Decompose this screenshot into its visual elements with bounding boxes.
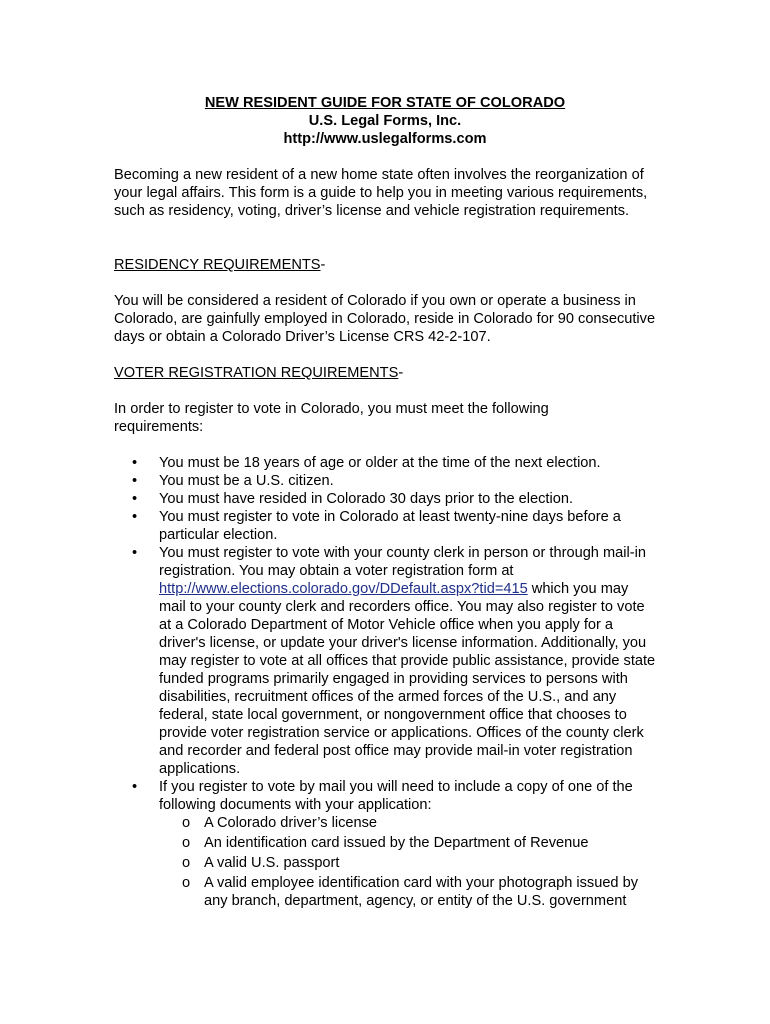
sub-list-item-text: An identification card issued by the Department of Revenue [204, 835, 589, 851]
company-url: http://www.uslegalforms.com [283, 131, 487, 147]
bullet-icon: • [132, 473, 138, 489]
residency-heading [114, 256, 664, 274]
list-item-text: You must be a U.S. citizen. [159, 473, 334, 489]
intro-paragraph: Becoming a new resident of a new home state often involves the reorganization of your legal affairs. This form is a guide to help you in meeting various requirements, such as residency, voting, driver’s license and vehicle registration requirements. [114, 167, 648, 219]
voter-intro-paragraph: In order to register to vote in Colorado, you must meet the following requirements: [114, 401, 549, 435]
circle-bullet-icon: o [182, 835, 191, 851]
docs-item-text: If you register to vote by mail you will need to include a copy of one of the following documents with your application: [159, 779, 633, 813]
mail-item-text-after: which you may mail to your county clerk and recorders office. You may also register to vote at a Colorado Department of Motor Vehicle office when you apply for a driver's license, or update your driver's license information. Additionally, you may register to vote at all offices that provide public assistance, provide state funded programs primarily engaged in providing services to persons with disabilities, recruitment offices of the armed forces of the U.S., and any federal, state local government, or nongovernment office that chooses to provide voter registration service or applications. Offices of the county clerk and recorder and federal post office may provide mail-in voter registration applications. [159, 581, 656, 777]
circle-bullet-icon: o [182, 815, 191, 831]
sub-list-item-text: A valid U.S. passport [204, 855, 340, 871]
company-name: U.S. Legal Forms, Inc. [308, 113, 462, 129]
sub-list-item [159, 854, 659, 872]
list-item-text: You must be 18 years of age or older at the time of the next election. [159, 455, 601, 471]
bullet-icon: • [132, 491, 138, 507]
bullet-icon: • [132, 455, 138, 471]
bullet-icon: • [132, 779, 138, 795]
list-item [114, 472, 659, 490]
mail-item-text-before: You must register to vote with your county clerk in person or through mail-in registration. You may obtain a voter registration form at [159, 545, 646, 579]
voter-heading-text: VOTER REGISTRATION REQUIREMENTS [114, 365, 399, 381]
sub-list-item [159, 814, 659, 832]
circle-bullet-icon: o [182, 855, 191, 871]
document-header [0, 94, 770, 148]
voter-heading [114, 364, 664, 382]
residency-paragraph: You will be considered a resident of Colorado if you own or operate a business in Colorado, are gainfully employed in Colorado, reside in Colorado for 90 consecutive days or obtain a Colorado Driver’s License CRS 42-2-107. [114, 293, 656, 345]
list-item [114, 508, 659, 544]
required-documents-list [159, 814, 659, 910]
bullet-icon: • [132, 545, 138, 561]
residency-heading-dash: - [320, 257, 326, 273]
list-item-text: You must register to vote in Colorado at least twenty-nine days before a particular election. [159, 509, 621, 543]
list-item [114, 778, 659, 910]
circle-bullet-icon: o [182, 875, 191, 891]
list-item [114, 454, 659, 472]
sub-list-item [159, 874, 659, 910]
sub-list-item-text: A Colorado driver’s license [204, 815, 378, 831]
voter-requirements-list [114, 454, 659, 912]
sub-list-item [159, 834, 659, 852]
residency-heading-text: RESIDENCY REQUIREMENTS [114, 257, 321, 273]
list-item [114, 490, 659, 508]
bullet-icon: • [132, 509, 138, 525]
document-title: NEW RESIDENT GUIDE FOR STATE OF COLORADO [204, 95, 566, 111]
voter-registration-form-link[interactable]: http://www.elections.colorado.gov/DDefault.aspx?tid=415 [159, 581, 528, 597]
list-item [114, 544, 659, 778]
voter-heading-dash: - [398, 365, 404, 381]
sub-list-item-text: A valid employee identification card with your photograph issued by any branch, department, agency, or entity of the U.S. government [204, 875, 639, 909]
list-item-text: You must have resided in Colorado 30 days prior to the election. [159, 491, 574, 507]
